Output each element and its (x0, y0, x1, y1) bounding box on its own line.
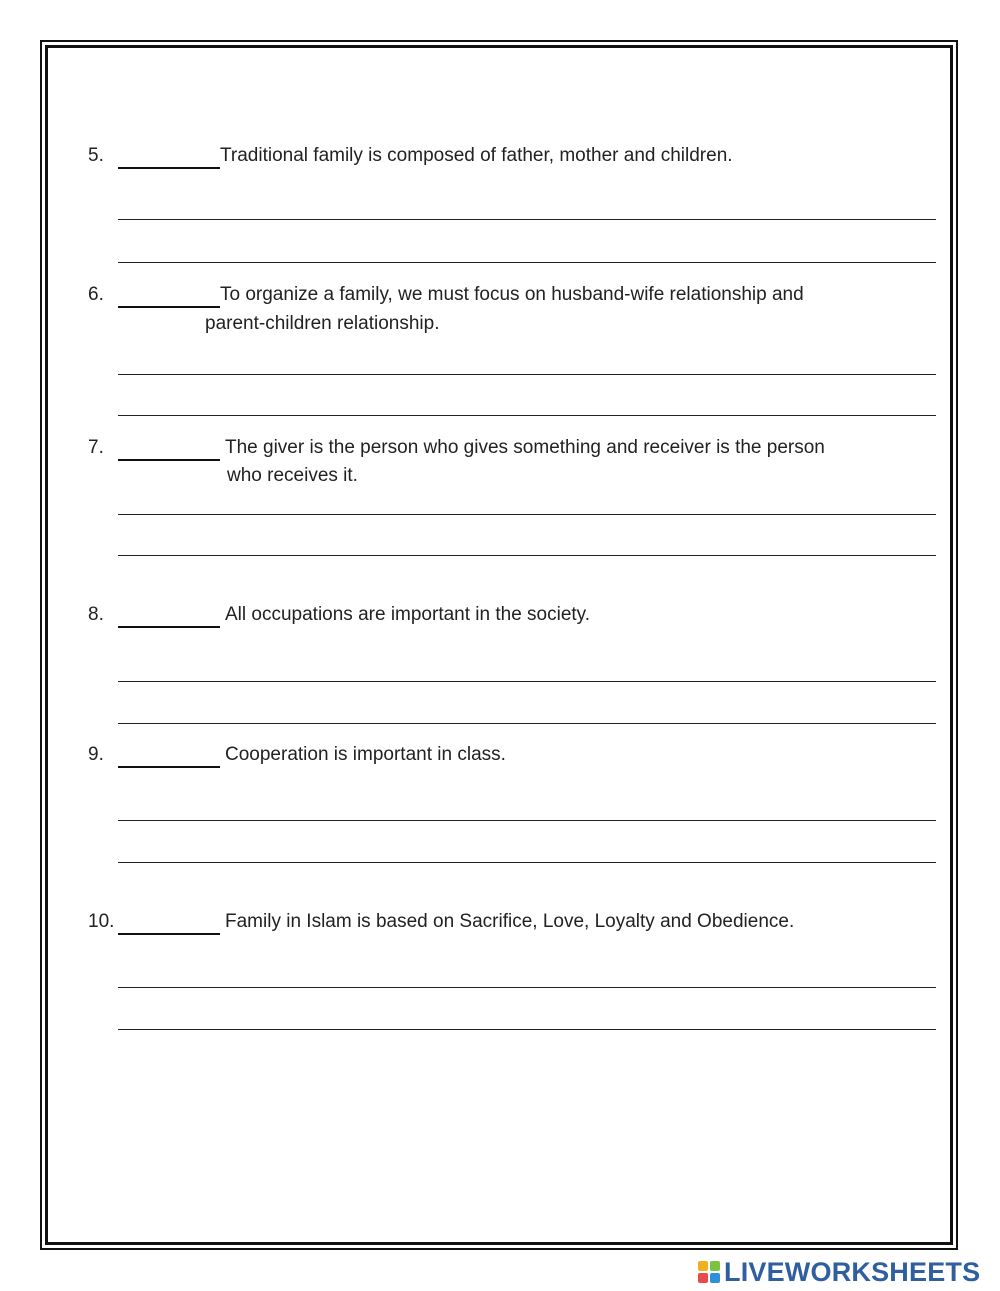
question-9-answer-blank[interactable] (118, 742, 220, 768)
question-8-text: All occupations are important in the society. (225, 604, 591, 625)
question-5-write-line-2[interactable] (118, 262, 936, 263)
question-6-text-line-1: To organize a family, we must focus on husband-wife relationship and (220, 284, 804, 305)
question-7-text-line-2: who receives it. (227, 465, 358, 486)
question-9-write-line-2[interactable] (118, 862, 936, 863)
question-5-answer-blank[interactable] (118, 143, 220, 169)
question-10-text: Family in Islam is based on Sacrifice, Love, Loyalty and Obedience. (225, 911, 795, 932)
question-6-write-line-2[interactable] (118, 415, 936, 416)
logo-text: LIVEWORKSHEETS (724, 1256, 981, 1287)
logo-tile-4 (710, 1273, 720, 1283)
question-5-text: Traditional family is composed of father, mother and children. (220, 145, 733, 166)
question-6-answer-blank[interactable] (118, 282, 220, 308)
question-8-number: 8. (88, 604, 104, 625)
question-5-write-line-1[interactable] (118, 219, 936, 220)
liveworksheets-logo[interactable] (698, 1256, 994, 1288)
liveworksheets-grid-icon (698, 1261, 720, 1283)
question-10-number: 10. (88, 911, 115, 932)
question-7-write-line-1[interactable] (118, 514, 936, 515)
question-9-write-line-1[interactable] (118, 820, 936, 821)
question-5-number: 5. (88, 145, 104, 166)
question-6-number: 6. (88, 284, 104, 305)
question-8-write-line-2[interactable] (118, 723, 936, 724)
question-7-number: 7. (88, 437, 104, 458)
logo-tile-1 (698, 1261, 708, 1271)
question-9-number: 9. (88, 744, 104, 765)
question-6-write-line-1[interactable] (118, 374, 936, 375)
question-8-answer-blank[interactable] (118, 602, 220, 628)
logo-tile-3 (698, 1273, 708, 1283)
question-8-write-line-1[interactable] (118, 681, 936, 682)
question-10-answer-blank[interactable] (118, 909, 220, 935)
question-7-text-line-1: The giver is the person who gives something and receiver is the person (225, 437, 825, 458)
question-7-write-line-2[interactable] (118, 555, 936, 556)
question-9-text: Cooperation is important in class. (225, 744, 506, 765)
question-10-write-line-1[interactable] (118, 987, 936, 988)
question-6-text-line-2: parent-children relationship. (205, 313, 440, 334)
worksheet-frame-inner (45, 45, 953, 1245)
question-10-write-line-2[interactable] (118, 1029, 936, 1030)
question-7-answer-blank[interactable] (118, 435, 220, 461)
logo-tile-2 (710, 1261, 720, 1271)
